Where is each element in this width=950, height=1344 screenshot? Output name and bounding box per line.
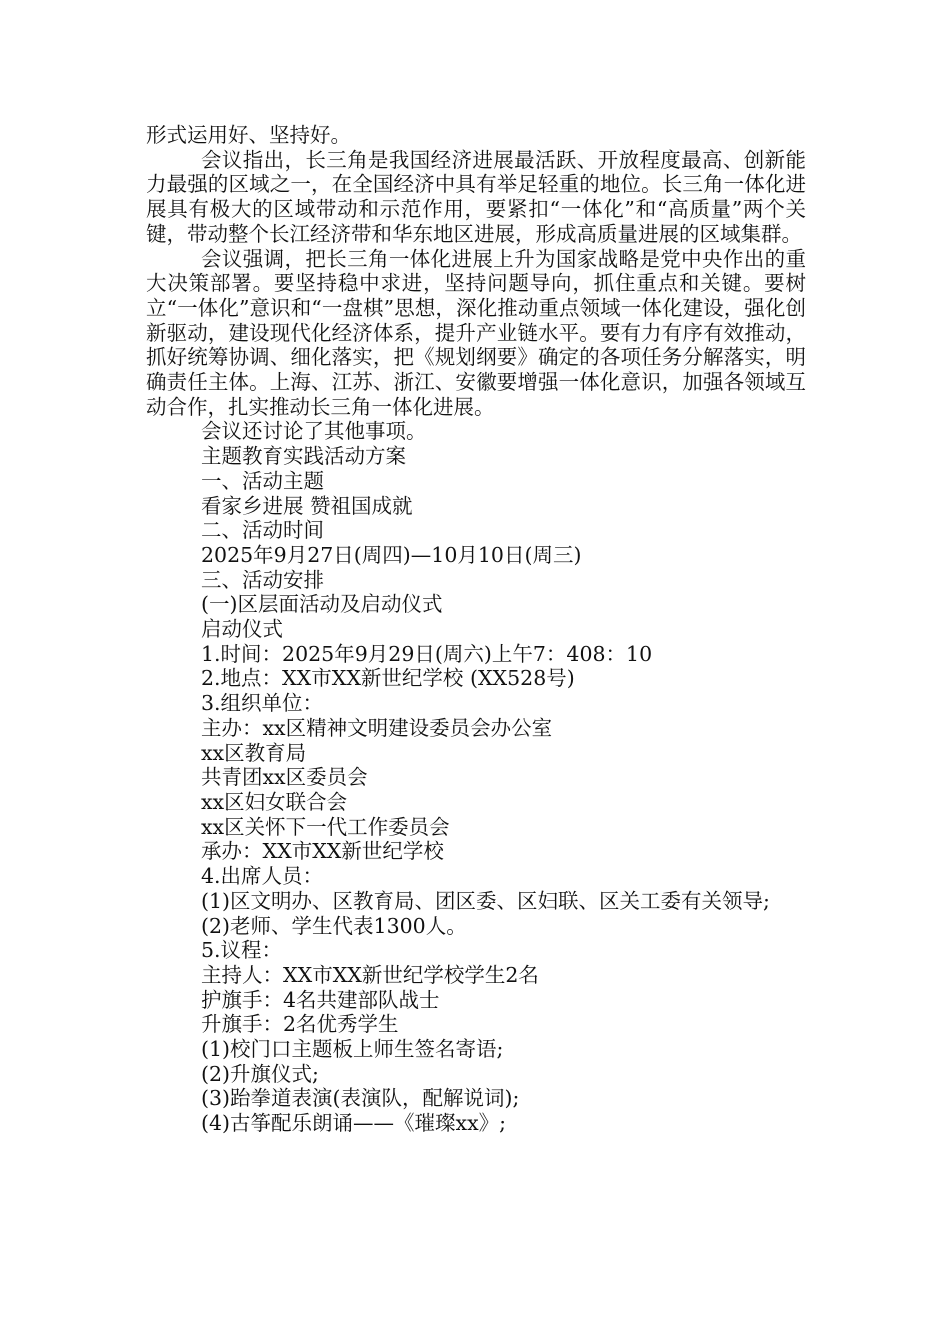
paragraph: 5.议程：	[201, 938, 283, 963]
paragraph: 形式运用好、坚持好。	[146, 123, 351, 147]
paragraph: 3.组织单位：	[201, 691, 324, 716]
paragraph: 二、活动时间	[201, 518, 324, 543]
paragraph: 主题教育实践活动方案	[201, 444, 406, 469]
paragraph: 三、活动安排	[201, 567, 324, 592]
paragraph: 4.出席人员：	[201, 864, 324, 889]
paragraph: 2.地点：XX市XX新世纪学校 (XX528号)	[201, 666, 575, 691]
paragraph: 看家乡进展 赞祖国成就	[201, 493, 413, 518]
paragraph: (3)跆拳道表演(表演队，配解说词);	[201, 1086, 520, 1111]
paragraph: (1)区文明办、区教育局、团区委、区妇联、区关工委有关领导;	[201, 888, 770, 913]
paragraph: (1)校门口主题板上师生签名寄语;	[201, 1037, 504, 1062]
paragraph: 一、活动主题	[201, 468, 324, 493]
paragraph: 护旗手：4名共建部队战士	[201, 987, 440, 1012]
paragraph: 2025年9月27日(周四)—10月10日(周三)	[201, 542, 582, 567]
paragraph: (4)古筝配乐朗诵——《璀璨xx》;	[201, 1111, 507, 1136]
paragraph: 升旗手：2名优秀学生	[201, 1012, 399, 1037]
paragraph: (2)升旗仪式;	[201, 1061, 319, 1086]
paragraph: (一)区层面活动及启动仪式	[201, 592, 443, 617]
paragraph: xx区妇女联合会	[201, 789, 348, 814]
paragraph: 1.时间：2025年9月29日(周六)上午7：408：10	[201, 641, 653, 666]
paragraph: xx区教育局	[201, 740, 307, 765]
paragraph: 共青团xx区委员会	[201, 765, 368, 790]
paragraph: 承办：XX市XX新世纪学校	[201, 839, 444, 864]
paragraph: 会议强调，把长三角一体化进展上升为国家战略是党中央作出的重大决策部署。要坚持稳中求进，坚持问题导向，抓住重点和关键。要树立“一体化”意识和“一盘棋”思想，深化推动重点领域一体化建设，强化创新驱动，建设现代化经济体系，提升产业链水平。要有力有序有效推动，抓好统筹协调、细化落实，把《规划纲要》确定的各项任务分解落实，明确责任主体。上海、江苏、浙江、安徽要增强一体化意识，加强各领域互动合作，扎实推动长三角一体化进展。	[146, 246, 806, 419]
paragraph: xx区关怀下一代工作委员会	[201, 814, 450, 839]
paragraph: 主持人：XX市XX新世纪学校学生2名	[201, 962, 539, 987]
paragraph: 会议还讨论了其他事项。	[201, 419, 427, 444]
paragraph: 启动仪式	[201, 617, 283, 642]
paragraph: 主办：xx区精神文明建设委员会办公室	[201, 715, 553, 740]
paragraph: (2)老师、学生代表1300人。	[201, 913, 467, 938]
document-body	[146, 123, 806, 1136]
paragraph: 会议指出，长三角是我国经济进展最活跃、开放程度最高、创新能力最强的区域之一，在全国经济中具有举足轻重的地位。长三角一体化进展具有极大的区域带动和示范作用，要紧扣“一体化”和“高质量”两个关键，带动整个长江经济带和华东地区进展，形成高质量进展的区域集群。	[146, 147, 806, 246]
